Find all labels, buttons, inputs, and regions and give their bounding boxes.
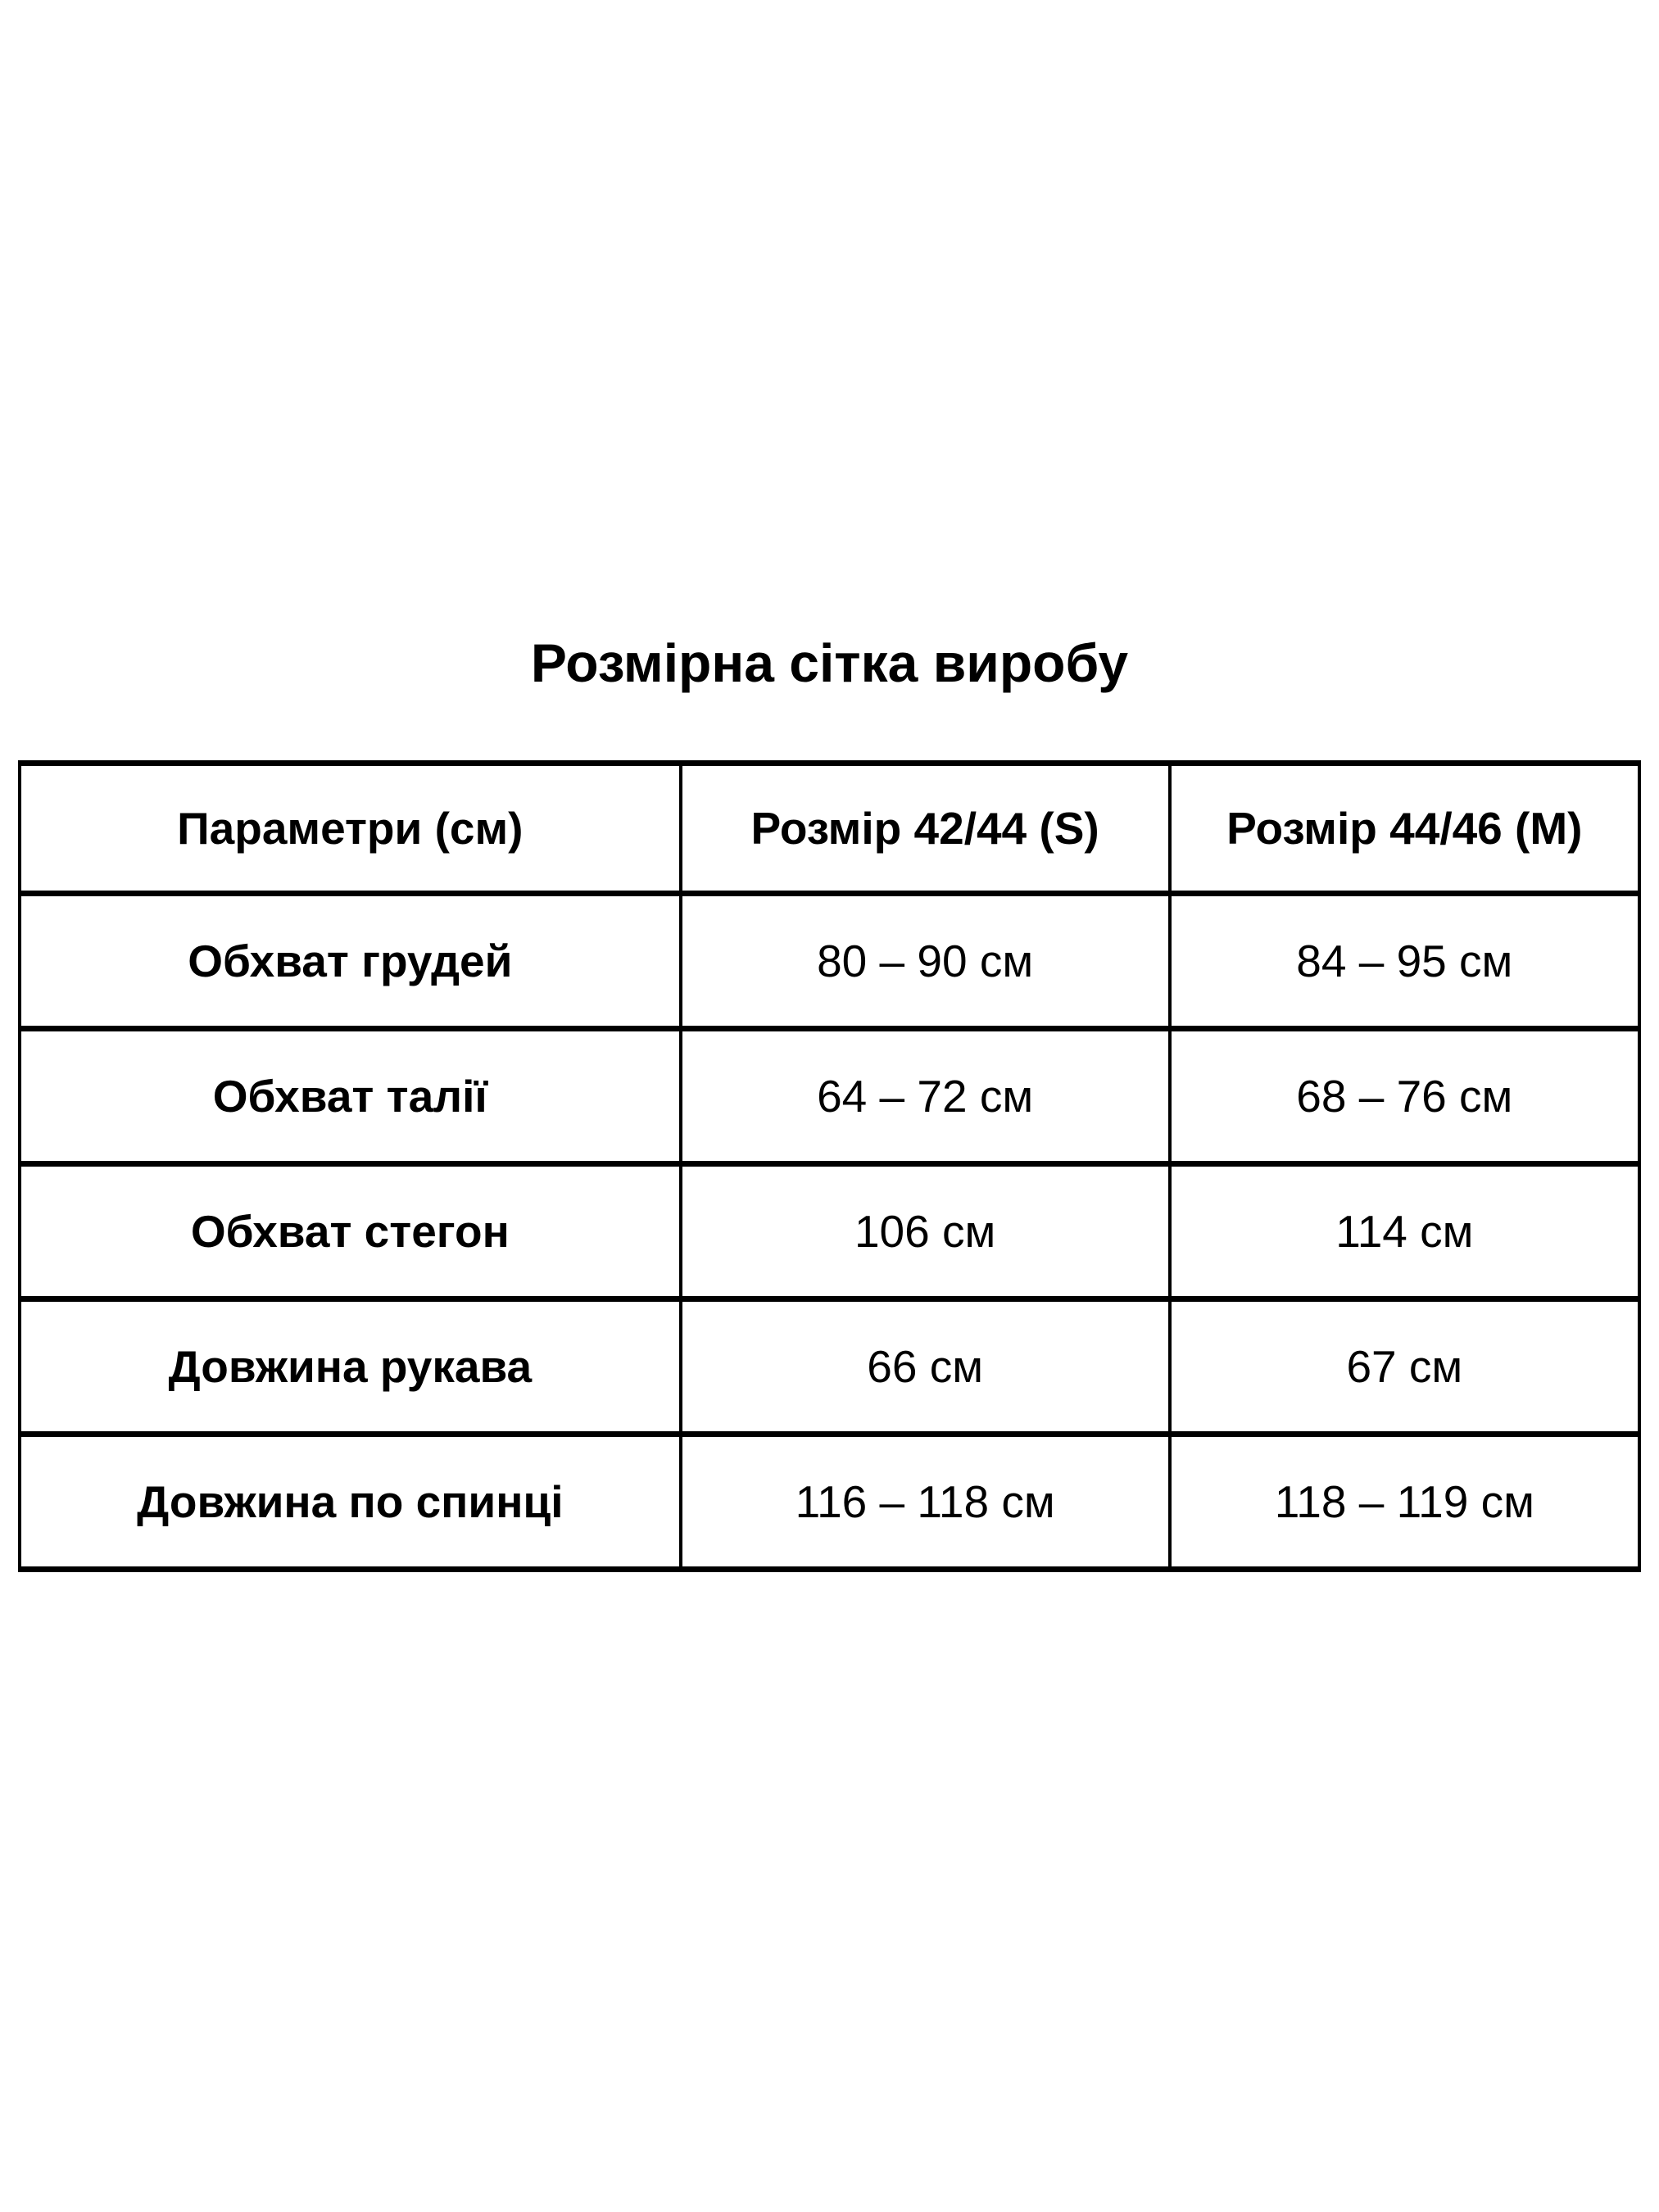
header-cell-size-s: Розмір 42/44 (S) (681, 764, 1170, 894)
header-row (20, 764, 1639, 894)
size-table (18, 760, 1641, 1572)
param-cell: Довжина по спинці (20, 1435, 681, 1570)
value-cell-s: 64 – 72 см (681, 1029, 1170, 1164)
param-cell: Обхват стегон (20, 1164, 681, 1299)
value-cell-s: 80 – 90 см (681, 894, 1170, 1029)
table-row (20, 894, 1639, 1029)
value-cell-s: 66 см (681, 1299, 1170, 1435)
value-cell-m: 84 – 95 см (1170, 894, 1639, 1029)
table-row (20, 1029, 1639, 1164)
value-cell-m: 68 – 76 см (1170, 1029, 1639, 1164)
header-cell-size-m: Розмір 44/46 (M) (1170, 764, 1639, 894)
param-cell: Обхват талії (20, 1029, 681, 1164)
value-cell-s: 116 – 118 см (681, 1435, 1170, 1570)
table-row (20, 1435, 1639, 1570)
value-cell-m: 67 см (1170, 1299, 1639, 1435)
value-cell-s: 106 см (681, 1164, 1170, 1299)
page-title: Розмірна сітка виробу (530, 632, 1129, 693)
param-cell: Обхват грудей (20, 894, 681, 1029)
value-cell-m: 114 см (1170, 1164, 1639, 1299)
header-cell-parameters: Параметри (см) (20, 764, 681, 894)
param-cell: Довжина рукава (20, 1299, 681, 1435)
table-row (20, 1299, 1639, 1435)
table-row (20, 1164, 1639, 1299)
value-cell-m: 118 – 119 см (1170, 1435, 1639, 1570)
